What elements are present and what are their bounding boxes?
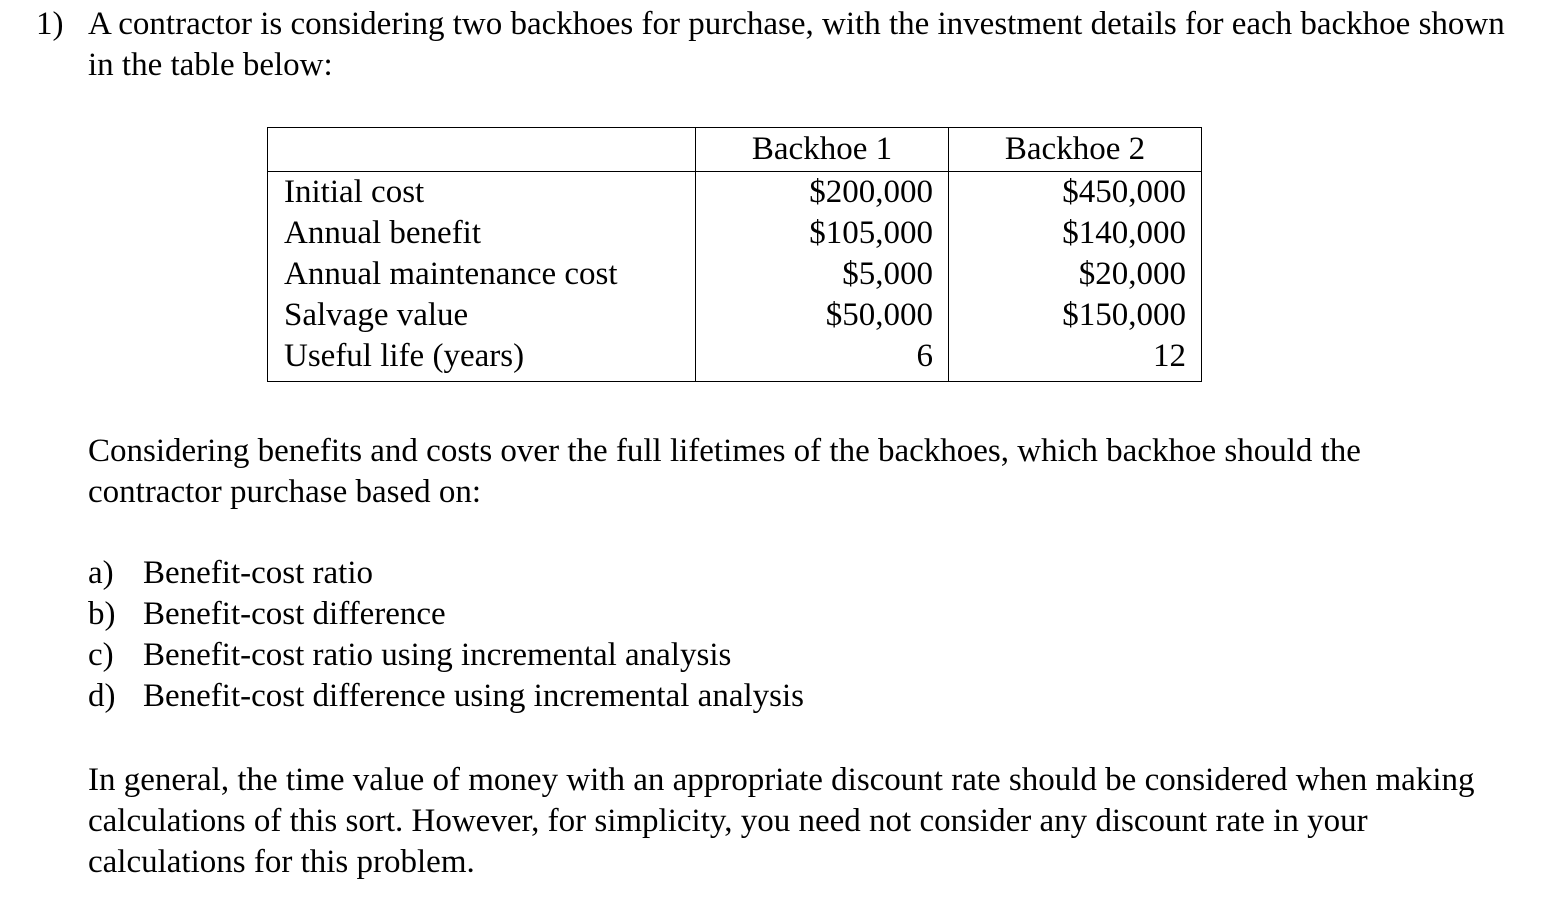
option-letter: b) (88, 596, 116, 632)
table-row (268, 336, 1202, 382)
header-backhoe-2: Backhoe 2 (949, 128, 1202, 172)
row-label: Useful life (years) (268, 336, 696, 382)
row-label: Salvage value (268, 295, 696, 336)
row-label: Initial cost (268, 172, 696, 214)
option-text: Benefit-cost difference (143, 596, 446, 632)
table-row (268, 295, 1202, 336)
question-text: A contractor is considering two backhoes for purchase, with the investment details for each backhoe shown in the table below: (88, 6, 1505, 83)
note-paragraph: In general, the time value of money with an appropriate discount rate should be considered when making calculations of this sort. However, for simplicity, you need not consider any discount rate in your calculations for this problem. (88, 762, 1475, 880)
list-item (88, 553, 804, 594)
option-text: Benefit-cost ratio (143, 555, 374, 591)
backhoe-1-value: $200,000 (696, 172, 949, 214)
list-item (88, 676, 804, 717)
prompt-paragraph: Considering benefits and costs over the full lifetimes of the backhoes, which backhoe should the contractor purchase based on: (88, 433, 1361, 510)
table-row (268, 254, 1202, 295)
backhoe-1-value: $50,000 (696, 295, 949, 336)
header-empty (268, 128, 696, 172)
options-list (88, 553, 804, 717)
backhoe-1-value: $5,000 (696, 254, 949, 295)
row-label: Annual maintenance cost (268, 254, 696, 295)
option-text: Benefit-cost ratio using incremental analysis (143, 637, 732, 673)
option-letter: a) (88, 555, 114, 591)
backhoe-2-value: $20,000 (949, 254, 1202, 295)
backhoe-1-value: $105,000 (696, 213, 949, 254)
row-label: Annual benefit (268, 213, 696, 254)
backhoe-2-value: $140,000 (949, 213, 1202, 254)
investment-table (267, 127, 1202, 382)
table-row (268, 213, 1202, 254)
backhoe-1-value: 6 (696, 336, 949, 382)
list-item (88, 594, 804, 635)
table-header-row (268, 128, 1202, 172)
backhoe-2-value: $450,000 (949, 172, 1202, 214)
option-text: Benefit-cost difference using incremental analysis (143, 678, 804, 714)
option-letter: d) (88, 678, 116, 714)
backhoe-2-value: 12 (949, 336, 1202, 382)
list-item (88, 635, 804, 676)
table-row (268, 172, 1202, 214)
backhoe-2-value: $150,000 (949, 295, 1202, 336)
option-letter: c) (88, 637, 114, 673)
header-backhoe-1: Backhoe 1 (696, 128, 949, 172)
question-number: 1) (36, 6, 64, 42)
